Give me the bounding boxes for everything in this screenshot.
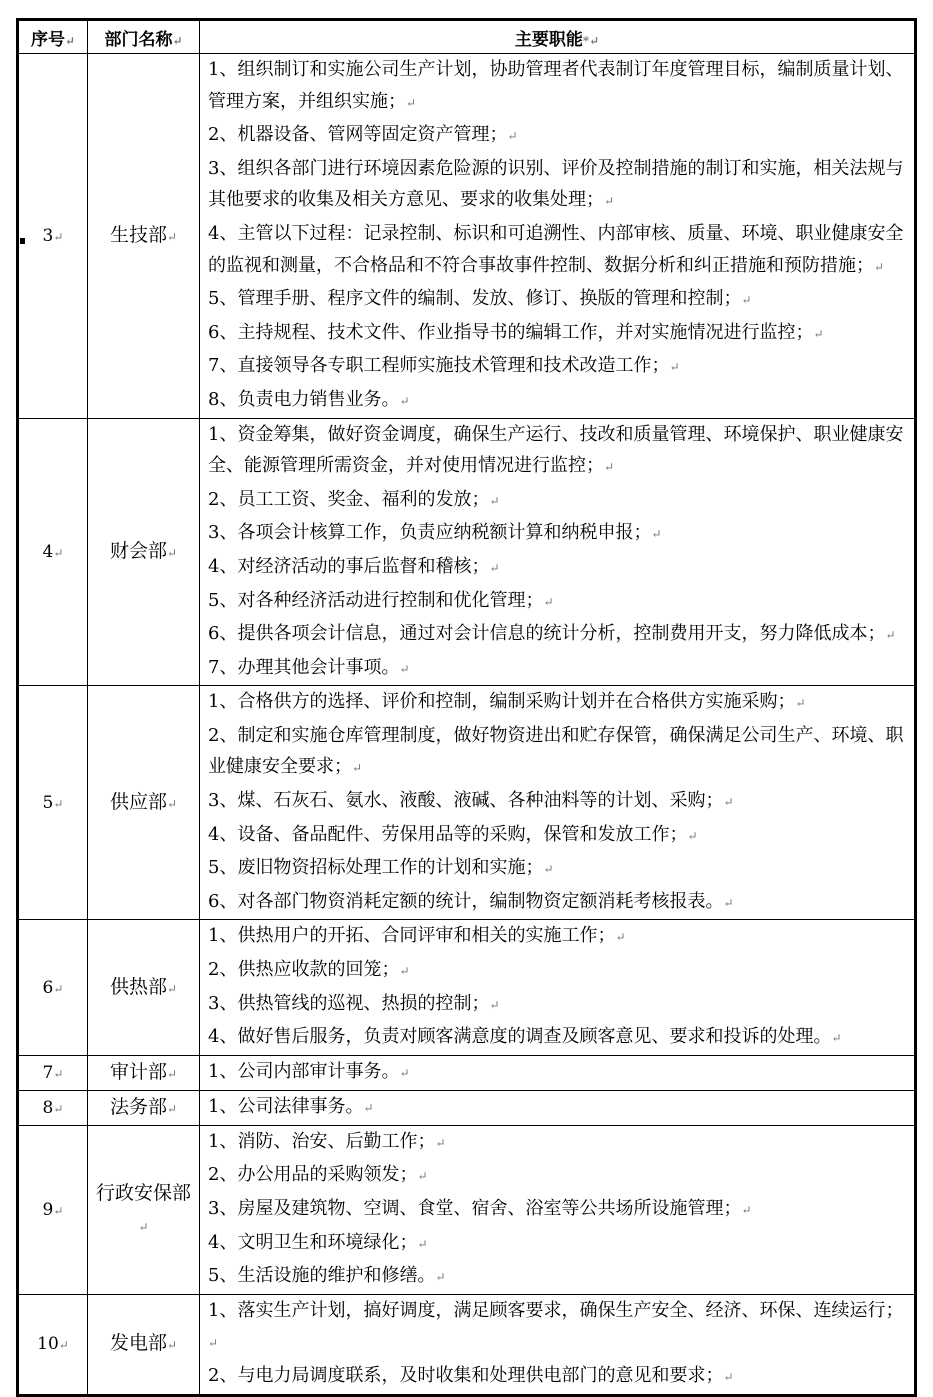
duty-item: 4、文明卫生和环境绿化；↵ — [208, 1231, 428, 1253]
table-row — [18, 54, 916, 419]
duty-item: 4、对经济活动的事后监督和稽核；↵ — [208, 555, 500, 577]
duty-item: 2、办公用品的采购领发；↵ — [208, 1164, 428, 1186]
department-name: 财会部↵ — [88, 418, 200, 686]
duty-item: 4、设备、备品配件、劳保用品等的采购，保管和发放工作；↵ — [208, 823, 698, 845]
row-number: 6↵ — [18, 920, 88, 1055]
department-name: 法务部↵ — [88, 1090, 200, 1125]
duty-item: 2、制定和实施仓库管理制度，做好物资进出和贮存保管，确保满足公司生产、环境、职业健康安全要求；↵ — [208, 724, 904, 778]
row-number: 9↵ — [18, 1125, 88, 1294]
department-name: 审计部↵ — [88, 1055, 200, 1090]
table-row — [18, 686, 916, 920]
department-name-text: 财会部 — [109, 539, 167, 562]
duty-list — [200, 1090, 916, 1125]
department-name: 生技部↵ — [88, 54, 200, 419]
duty-list — [200, 1055, 916, 1090]
duty-item: 7、办理其他会计事项。↵ — [208, 656, 410, 678]
duty-item: 1、公司法律事务。↵ — [208, 1095, 374, 1117]
table-body — [18, 54, 916, 1396]
duty-list — [200, 920, 916, 1055]
table-row — [18, 1055, 916, 1090]
department-duties-table — [16, 18, 917, 1397]
duty-item: 1、公司内部审计事务。↵ — [208, 1060, 410, 1082]
duty-item: 3、各项会计核算工作，负责应纳税额计算和纳税申报；↵ — [208, 522, 662, 544]
department-name: 供应部↵ — [88, 686, 200, 920]
header-dept: 部门名称↵ — [88, 20, 200, 54]
table-row — [18, 418, 916, 686]
duty-item: 5、对各种经济活动进行控制和优化管理；↵ — [208, 589, 554, 611]
row-number: 10↵ — [18, 1294, 88, 1395]
duty-item: 6、提供各项会计信息，通过对会计信息的统计分析，控制费用开支，努力降低成本；↵ — [208, 623, 896, 645]
duty-item: 2、供热应收款的回笼；↵ — [208, 959, 410, 981]
duty-item: 3、供热管线的巡视、热损的控制；↵ — [208, 992, 500, 1014]
duty-item: 1、组织制订和实施公司生产计划，协助管理者代表制订年度管理目标，编制质量计划、管理方案，并组织实施；↵ — [208, 59, 904, 112]
table-row — [18, 1125, 916, 1294]
duty-item: 2、员工工资、奖金、福利的发放；↵ — [208, 488, 500, 510]
duty-item: 2、与电力局调度联系，及时收集和处理供电部门的意见和要求；↵ — [208, 1364, 734, 1386]
duty-item: 3、组织各部门进行环境因素危险源的识别、评价及控制措施的制订和实施，相关法规与其他要求的收集及相关方意见、要求的收集处理；↵ — [208, 157, 904, 211]
row-number-text: 9 — [42, 1199, 54, 1220]
row-number: 8↵ — [18, 1090, 88, 1125]
duty-item: 5、废旧物资招标处理工作的计划和实施；↵ — [208, 857, 554, 879]
duty-item: 3、煤、石灰石、氨水、液酸、液碱、各种油料等的计划、采购；↵ — [208, 790, 734, 812]
duty-item: 1、消防、治安、后勤工作；↵ — [208, 1130, 446, 1152]
duty-item: 2、机器设备、管网等固定资产管理；↵ — [208, 124, 518, 146]
duty-item: 6、对各部门物资消耗定额的统计，编制物资定额消耗考核报表。↵ — [208, 890, 734, 912]
duty-item: 6、主持规程、技术文件、作业指导书的编辑工作，并对实施情况进行监控；↵ — [208, 321, 824, 343]
duty-item: 5、管理手册、程序文件的编制、发放、修订、换版的管理和控制；↵ — [208, 288, 752, 310]
row-number: 7↵ — [18, 1055, 88, 1090]
department-name-text: 审计部 — [109, 1060, 167, 1083]
duty-item: 3、房屋及建筑物、空调、食堂、宿舍、浴室等公共场所设施管理；↵ — [208, 1198, 752, 1219]
row-number-text: 6 — [42, 977, 54, 998]
table-header-row — [18, 20, 916, 54]
row-number-text: 5 — [42, 792, 54, 813]
row-number-text: 8 — [42, 1097, 54, 1118]
department-name: 供热部↵ — [88, 920, 200, 1055]
table-row — [18, 920, 916, 1055]
duty-list — [200, 418, 916, 686]
row-number: 4↵ — [18, 418, 88, 686]
duty-item: 8、负责电力销售业务。↵ — [208, 388, 410, 410]
row-number-text: 4 — [42, 541, 54, 562]
duty-item: 7、直接领导各专职工程师实施技术管理和技术改造工作；↵ — [208, 355, 680, 377]
duty-list — [200, 1294, 916, 1395]
header-duty: 主要职能*↵ — [200, 20, 916, 54]
row-number-text: 7 — [42, 1062, 54, 1083]
department-name-text: 供热部 — [109, 975, 167, 998]
duty-list — [200, 1125, 916, 1294]
department-name-text: 法务部 — [109, 1095, 167, 1118]
department-name: 发电部↵ — [88, 1294, 200, 1395]
row-number: 3↵ — [18, 54, 88, 419]
duty-item: 4、主管以下过程：记录控制、标识和可追溯性、内部审核、质量、环境、职业健康安全的监视和测量，不合格品和不符合事故事件控制、数据分析和纠正措施和预防措施；↵ — [208, 222, 904, 276]
department-name-text: 生技部 — [109, 223, 167, 246]
duty-list — [200, 54, 916, 419]
row-number: 5↵ — [18, 686, 88, 920]
duty-item: 5、生活设施的维护和修缮。↵ — [208, 1265, 446, 1287]
duty-item: 1、供热用户的开拓、合同评审和相关的实施工作；↵ — [208, 925, 626, 947]
table-row — [18, 1294, 916, 1395]
department-name-text: 供应部 — [109, 790, 167, 813]
table-row — [18, 1090, 916, 1125]
duty-item: 4、做好售后服务，负责对顾客满意度的调查及顾客意见、要求和投诉的处理。↵ — [208, 1026, 842, 1048]
row-number-text: 3 — [42, 225, 54, 246]
duty-item: 1、落实生产计划，搞好调度，满足顾客要求，确保生产安全、经济、环保、连续运行；↵ — [208, 1299, 904, 1351]
duty-item: 1、资金筹集，做好资金调度，确保生产运行、技改和质量管理、环境保护、职业健康安全、能源管理所需资金，并对使用情况进行监控；↵ — [208, 423, 904, 477]
duty-list — [200, 686, 916, 920]
department-name: 行政安保部↵ — [88, 1125, 200, 1294]
department-name-text: 发电部 — [109, 1332, 167, 1355]
row-number-text: 10 — [37, 1334, 59, 1355]
header-num: 序号↵ — [18, 20, 88, 54]
duty-item: 1、合格供方的选择、评价和控制，编制采购计划并在合格供方实施采购；↵ — [208, 691, 806, 713]
department-name-text: 行政安保部 — [96, 1181, 192, 1204]
